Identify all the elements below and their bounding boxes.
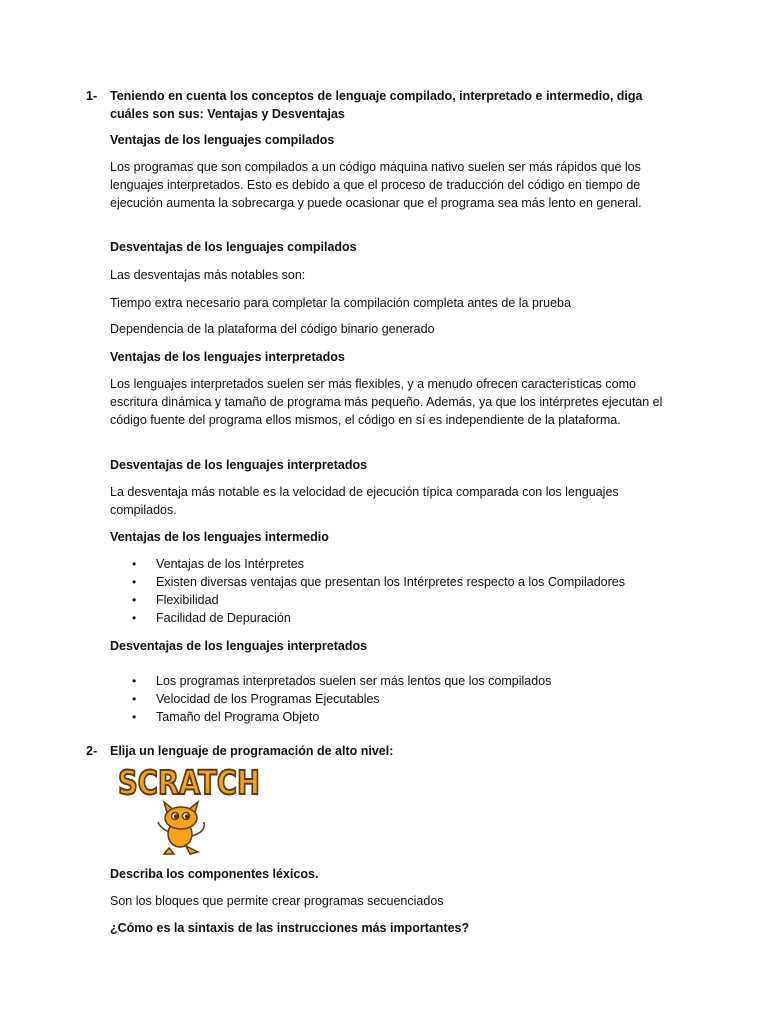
section-heading: Ventajas de los lenguajes compilados — [110, 133, 335, 147]
paragraph: La desventaja más notable es la velocidad de ejecución típica comparada con los lenguajes compilados. — [110, 485, 619, 517]
bullet-icon: • — [132, 593, 137, 607]
paragraph: Dependencia de la plataforma del código binario generado — [110, 322, 435, 336]
paragraph: Los programas que son compilados a un código máquina nativo suelen ser más rápidos que los lenguajes interpretados. Esto es debido a que el proceso de traducción del código en tiempo de ejecución aumenta la sobrecarga y puede ocasionar que el programa sea más lento en general. — [110, 160, 642, 210]
bullet-icon: • — [132, 575, 137, 589]
bullet-icon: • — [132, 710, 137, 724]
list-item: • Ventajas de los Intérpretes — [132, 557, 305, 571]
scratch-logo-text: SCRATCH — [118, 763, 260, 802]
paragraph: Las desventajas más notables son: — [110, 268, 306, 282]
section-heading: Describa los componentes léxicos. — [110, 867, 319, 881]
list-item: • Existen diversas ventajas que presentan los Intérpretes respecto a los Compiladores — [132, 575, 626, 589]
list-item: • Velocidad de los Programas Ejecutables — [132, 692, 380, 706]
section-heading: Desventajas de los lenguajes interpretados — [110, 639, 368, 653]
question-text: Elija un lenguaje de programación de alto nivel: — [110, 744, 394, 758]
scratch-logo — [114, 758, 264, 858]
question-1 — [86, 87, 676, 123]
section-heading: Ventajas de los lenguajes intermedio — [110, 530, 329, 544]
bullet-list — [110, 555, 670, 627]
question-number: 1- — [86, 89, 98, 103]
bullet-list — [110, 672, 670, 726]
section-heading: Desventajas de los lenguajes compilados — [110, 240, 357, 254]
section-heading: Ventajas de los lenguajes interpretados — [110, 350, 345, 364]
bullet-icon: • — [132, 557, 137, 571]
paragraph: Tiempo extra necesario para completar la compilación completa antes de la prueba — [110, 296, 571, 310]
scratch-cat-icon — [158, 802, 204, 854]
question-text: ¿Cómo es la sintaxis de las instrucciones más importantes? — [110, 921, 470, 935]
section-heading: Desventajas de los lenguajes interpretados — [110, 458, 368, 472]
question-number: 2- — [86, 744, 98, 758]
list-item: • Tamaño del Programa Objeto — [132, 710, 320, 724]
bullet-icon: • — [132, 611, 137, 625]
bullet-icon: • — [132, 692, 137, 706]
question-text: Teniendo en cuenta los conceptos de lenguaje compilado, interpretado e intermedio, diga cuáles son sus: Ventajas y Desventajas — [110, 89, 643, 121]
list-item: • Flexibilidad — [132, 593, 219, 607]
list-item: • Facilidad de Depuración — [132, 611, 291, 625]
bullet-icon: • — [132, 674, 137, 688]
paragraph: Son los bloques que permite crear programas secuenciados — [110, 894, 444, 908]
list-item: • Los programas interpretados suelen ser más lentos que los compilados — [132, 674, 552, 688]
paragraph: Los lenguajes interpretados suelen ser más flexibles, y a menudo ofrecen características como escritura dinámica y tamaño de programa más pequeño. Además, ya que los intérpretes ejecutan el código fuente del programa ellos mismos, el código en sí es independiente de la plataforma. — [110, 377, 663, 427]
